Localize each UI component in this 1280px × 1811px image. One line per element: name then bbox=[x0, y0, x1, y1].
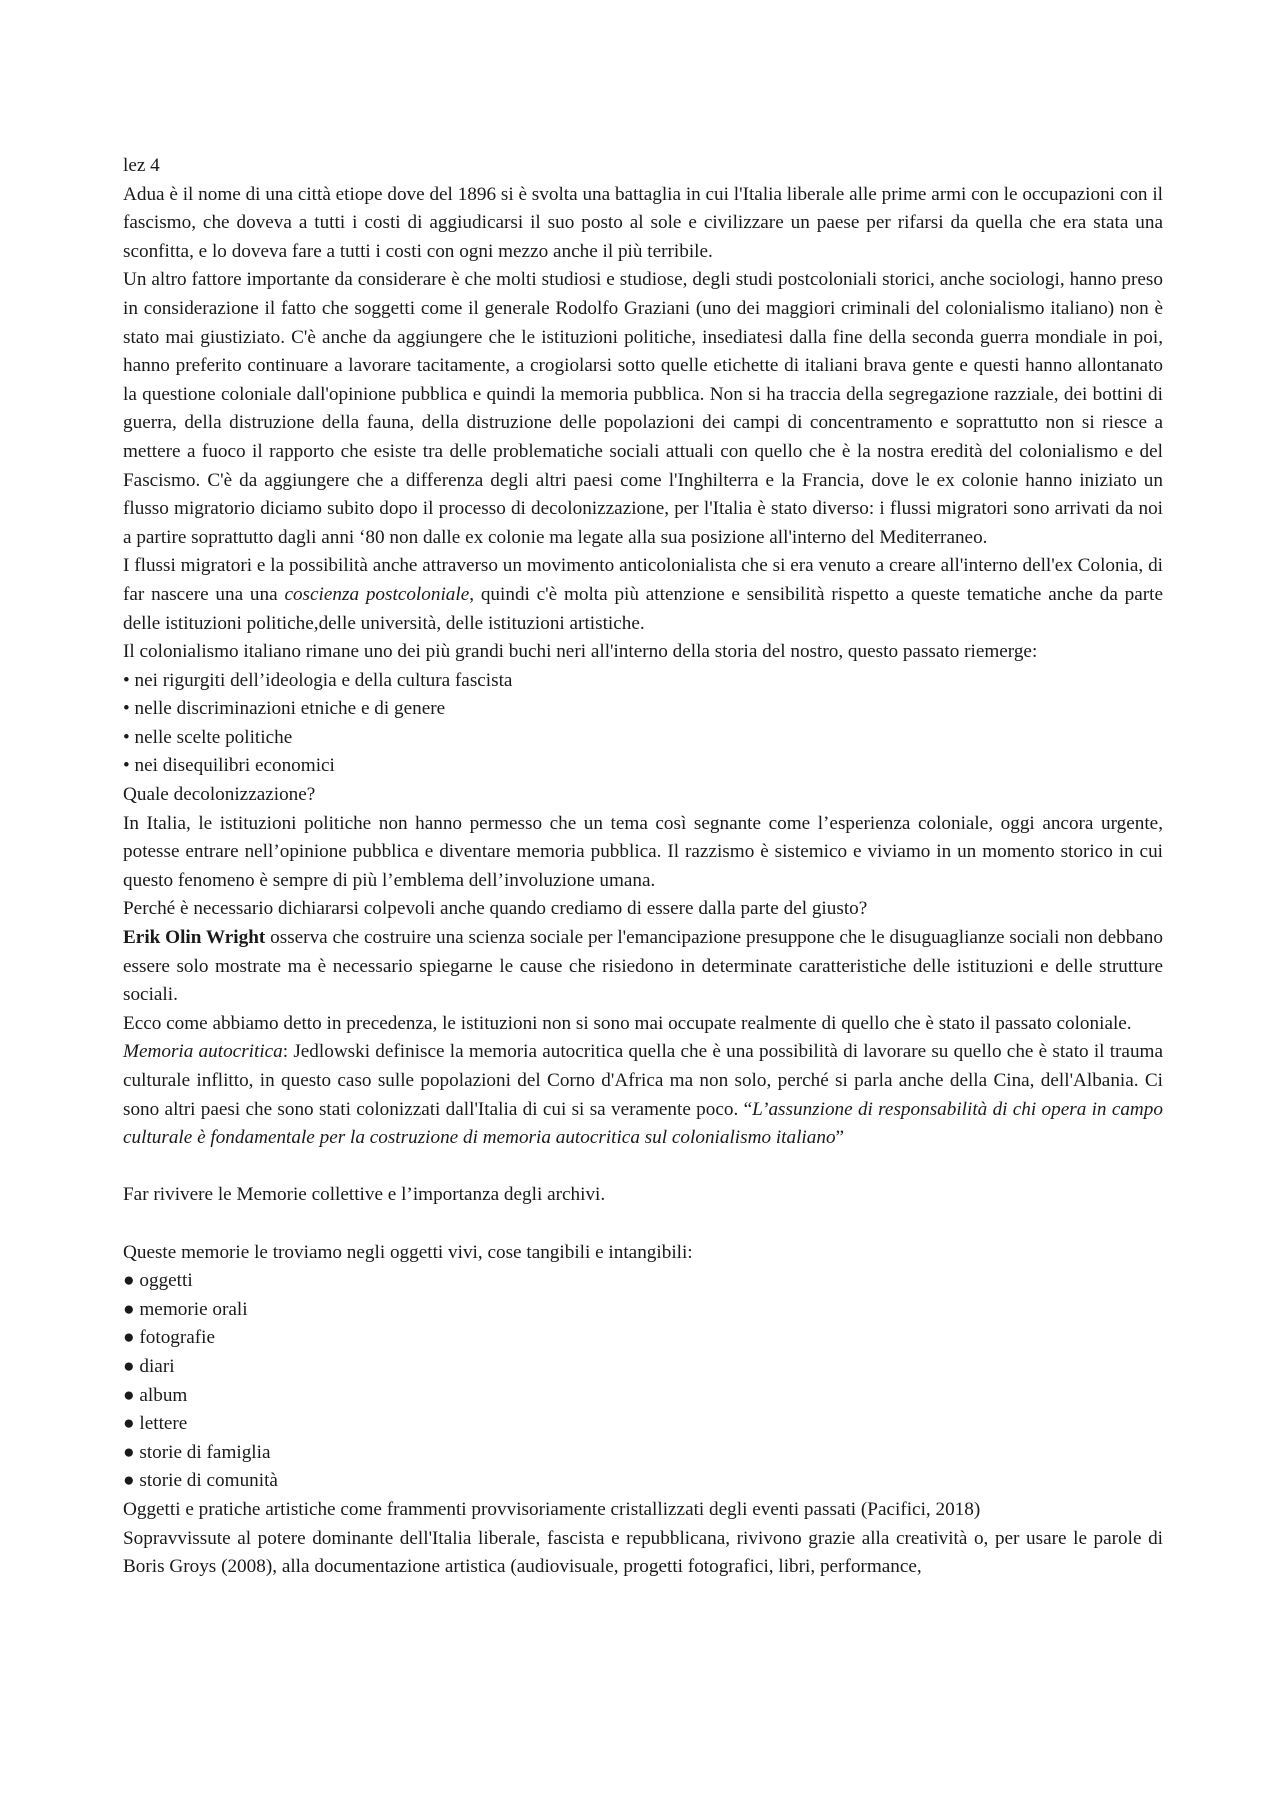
list-item: ● lettere bbox=[123, 1413, 188, 1435]
list-item: • nelle scelte politiche bbox=[123, 726, 293, 748]
paragraph-self-critical-memory bbox=[123, 1038, 1163, 1152]
paragraph-survived: Sopravvissute al potere dominante dell'Italia liberale, fascista e repubblicana, rivivono grazie alla creatività o, per usare le parole di Boris Groys (2008), alla documentazione artistica (audiovisuale, progetti fotografici, libri, performance, bbox=[123, 1527, 1163, 1578]
text-run: , quindi c'è molta più attenzione e sensibilità rispetto a queste tematiche anche da parte delle istituzioni politiche,delle università, delle istituzioni artistiche. bbox=[123, 583, 1164, 634]
italic-term: Memoria autocritica bbox=[123, 1041, 283, 1063]
list-item: ● album bbox=[123, 1384, 188, 1406]
paragraph-migratory-flows bbox=[123, 552, 1163, 638]
text-run: osserva che costruire una scienza sociale per l'emancipazione presuppone che le disuguaglianze sociali non debbano essere solo mostrate ma è necessario spiegarne le cause che risiedono in determinate caratteristiche delle istituzioni e delle strutture sociali. bbox=[123, 927, 1163, 1006]
question-guilt: Perché è necessario dichiararsi colpevoli anche quando crediamo di essere dalla parte del giusto? bbox=[123, 898, 868, 920]
italic-term: coscienza postcoloniale bbox=[284, 583, 470, 605]
memories-list bbox=[123, 1267, 1163, 1496]
text-run: : Jedlowski definisce la memoria autocritica quella che è una possibilità di lavorare su quello che è stato il trauma culturale inflitto, in questo caso sulle popolazioni del Corno d'Africa ma non solo, perché si parla anche della Cina, dell'Albania. Ci sono altri paesi che sono stati colonizzati dall'Italia di cui si sa veramente poco. bbox=[123, 1041, 1163, 1120]
lecture-heading: lez 4 bbox=[123, 155, 160, 176]
list-item: ● storie di comunità bbox=[123, 1470, 278, 1492]
list-item: ● diari bbox=[123, 1355, 175, 1377]
list-item: ● oggetti bbox=[123, 1270, 193, 1292]
paragraph-adua: Adua è il nome di una città etiope dove del 1896 si è svolta una battaglia in cui l'Italia liberale alle prime armi con le occupazioni con il fascismo, che doveva a tutti i costi di aggiudicarsi il suo posto al sole e civilizzare un paese per rifarsi da quella che era stata una sconfitta, e lo doveva fare a tutti i costi con ogni mezzo anche il più terribile. bbox=[123, 183, 1163, 262]
paragraph-living-objects: Queste memorie le troviamo negli oggetti vivi, cose tangibili e intangibili: bbox=[123, 1241, 693, 1263]
paragraph-wright bbox=[123, 924, 1163, 1010]
paragraph-institutions: In Italia, le istituzioni politiche non hanno permesso che un tema così segnante come l’esperienza coloniale, oggi ancora urgente, potesse entrare nell’opinione pubblica e diventare memoria pubblica. Il razzismo è sistemico e viviamo in un momento storico in cui questo fenomeno è sempre di più l’emblema dell’involuzione umana. bbox=[123, 812, 1163, 891]
paragraph-black-holes: Il colonialismo italiano rimane uno dei più grandi buchi neri all'interno della storia del nostro, questo passato riemerge: bbox=[123, 641, 1038, 663]
paragraph-artistic-practices: Oggetti e pratiche artistiche come frammenti provvisoriamente cristallizzati degli eventi passati (Pacifici, 2018) bbox=[123, 1498, 981, 1520]
list-item: • nei rigurgiti dell’ideologia e della cultura fascista bbox=[123, 669, 513, 691]
list-item: • nei disequilibri economici bbox=[123, 755, 335, 777]
resurfacing-list bbox=[123, 667, 1163, 781]
paragraph-collective-memories: Far rivivere le Memorie collettive e l’importanza degli archivi. bbox=[123, 1184, 606, 1206]
text-run: I flussi migratori e la possibilità anche attraverso un movimento anticolonialista che si era venuto a creare all'interno dell'ex Colonia, di far nascere una una bbox=[123, 555, 1163, 605]
list-item: ● fotografie bbox=[123, 1327, 216, 1349]
blank-line bbox=[123, 1210, 1163, 1239]
question-decolonization: Quale decolonizzazione? bbox=[123, 784, 316, 806]
paragraph-graziani: Un altro fattore importante da considerare è che molti studiosi e studiose, degli studi postcoloniali storici, anche sociologi, hanno preso in considerazione il fatto che soggetti come il generale Rodolfo Graziani (uno dei maggiori criminali del colonialismo italiano) non è stato mai giustiziato. C'è anche da aggiungere che le istituzioni politiche, insediatesi dalla fine della seconda guerra mondiale in poi, hanno preferito continuare a lavorare tacitamente, a crogiolarsi sotto quelle etichette di italiani brava gente e questi hanno allontanato la questione coloniale dall'opinione pubblica e quindi la memoria pubblica. Non si ha traccia della segregazione razziale, dei bottini di guerra, della distruzione della fauna, della distruzione delle popolazioni dei campi di concentramento e soprattutto non si riesce a mettere a fuoco il rapporto che esiste tra delle problematiche sociali attuali con quello che è la nostra eredità del colonialismo e del Fascismo. C'è da aggiungere che a differenza degli altri paesi come l'Inghilterra e la Francia, dove le ex colonie hanno iniziato un flusso migratorio diciamo subito dopo il processo di decolonizzazione, per l'Italia è stato diverso: i flussi migratori sono arrivati da noi a partire soprattutto dagli anni ‘80 non dalle ex colonie ma legate alla sua posizione all'interno del Mediterraneo. bbox=[123, 269, 1163, 548]
italic-quote: L’assunzione di responsabilità di chi opera in campo culturale è fondamentale per la costruzione di memoria autocritica sul colonialismo italiano bbox=[123, 1098, 1163, 1149]
quote-mark: “ bbox=[738, 1098, 753, 1120]
document-page bbox=[123, 152, 1163, 1582]
blank-line bbox=[123, 1153, 1163, 1182]
list-item: • nelle discriminazioni etniche e di genere bbox=[123, 698, 446, 720]
paragraph-past-colonial: Ecco come abbiamo detto in precedenza, le istituzioni non si sono mai occupate realmente di quello che è stato il passato coloniale. bbox=[123, 1012, 1132, 1034]
bold-name: Erik Olin Wright bbox=[123, 927, 266, 949]
list-item: ● storie di famiglia bbox=[123, 1441, 271, 1463]
quote-mark: ” bbox=[835, 1127, 845, 1149]
list-item: ● memorie orali bbox=[123, 1298, 248, 1320]
